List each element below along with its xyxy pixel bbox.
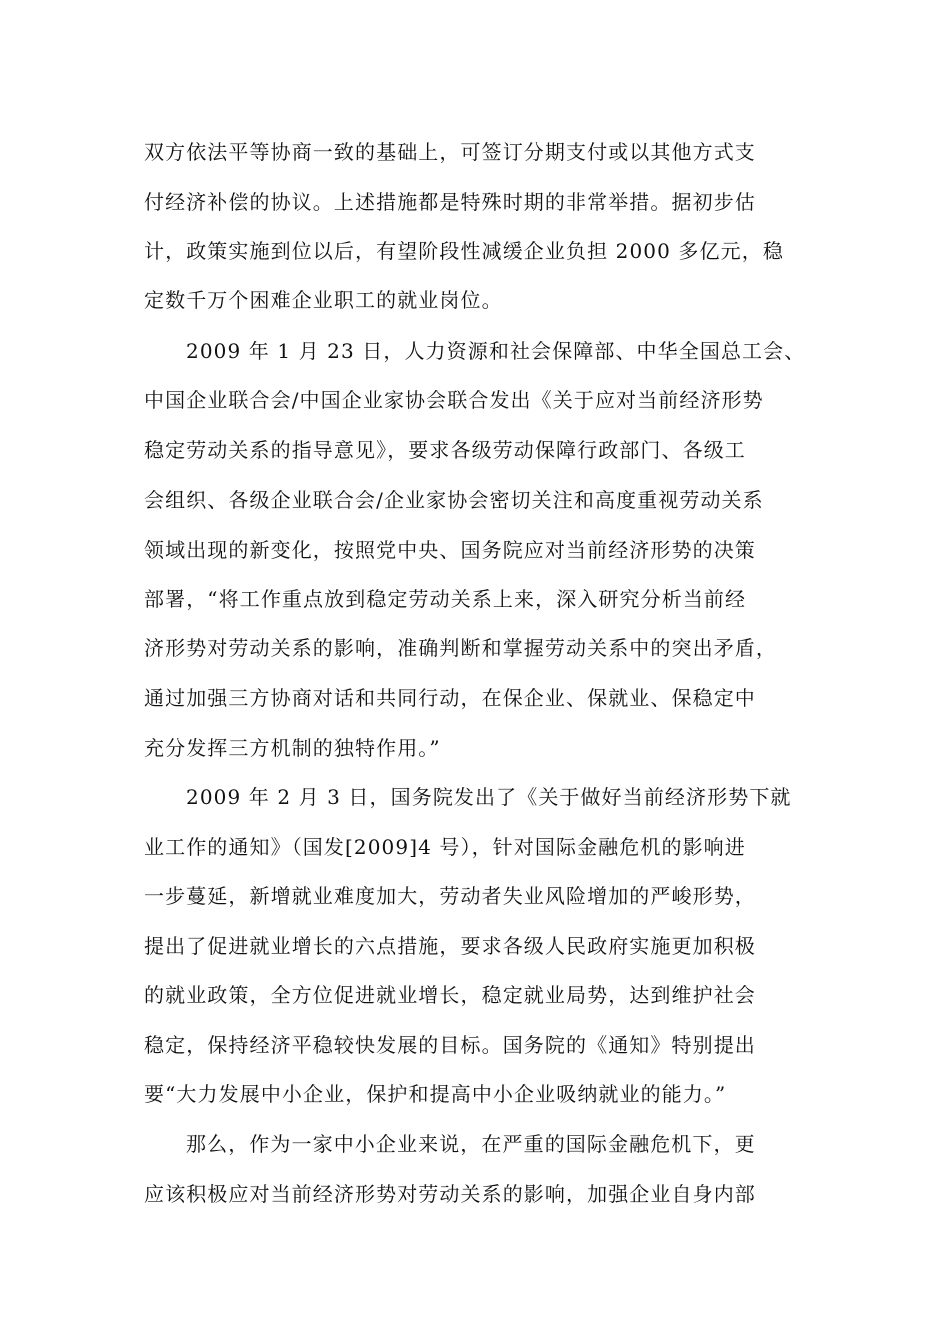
text-line: 的就业政策，全方位促进就业增长，稳定就业局势，达到维护社会	[144, 983, 756, 1007]
text-line: 要“大力发展中小企业，保护和提高中小企业吸纳就业的能力。”	[144, 1082, 727, 1106]
text-line: 中国企业联合会/中国企业家协会联合发出《关于应对当前经济形势	[144, 388, 764, 412]
paragraph-first-line: 那么，作为一家中小企业来说，在严重的国际金融危机下，更	[186, 1132, 756, 1156]
text-line: 领域出现的新变化，按照党中央、国务院应对当前经济形势的决策	[144, 538, 756, 562]
text-line: 稳定，保持经济平稳较快发展的目标。国务院的《通知》特别提出	[144, 1033, 756, 1057]
text-line: 通过加强三方协商对话和共同行动，在保企业、保就业、保稳定中	[144, 686, 756, 710]
text-line: 双方依法平等协商一致的基础上，可签订分期支付或以其他方式支	[144, 140, 756, 164]
paragraph-first-line: 2009 年 2 月 3 日，国务院发出了《关于做好当前经济形势下就	[186, 785, 792, 809]
text-line: 定数千万个困难企业职工的就业岗位。	[144, 288, 503, 312]
text-line: 业工作的通知》（国发[2009]4 号），针对国际金融危机的影响进	[144, 835, 746, 859]
text-line: 计，政策实施到位以后，有望阶段性减缓企业负担 2000 多亿元，稳	[144, 239, 784, 263]
text-line: 充分发挥三方机制的独特作用。”	[144, 736, 441, 760]
text-line: 部署，“将工作重点放到稳定劳动关系上来，深入研究分析当前经	[144, 587, 747, 611]
text-line: 付经济补偿的协议。上述措施都是特殊时期的非常举措。据初步估	[144, 190, 756, 214]
text-line: 应该积极应对当前经济形势对劳动关系的影响，加强企业自身内部	[144, 1182, 756, 1206]
text-line: 济形势对劳动关系的影响，准确判断和掌握劳动关系中的突出矛盾，	[144, 636, 777, 660]
text-line: 提出了促进就业增长的六点措施，要求各级人民政府实施更加积极	[144, 934, 756, 958]
paragraph-first-line: 2009 年 1 月 23 日，人力资源和社会保障部、中华全国总工会、	[186, 339, 806, 363]
text-line: 会组织、各级企业联合会/企业家协会密切关注和高度重视劳动关系	[144, 488, 764, 512]
text-line: 一步蔓延，新增就业难度加大，劳动者失业风险增加的严峻形势，	[144, 884, 756, 908]
text-line: 稳定劳动关系的指导意见》，要求各级劳动保障行政部门、各级工	[144, 438, 746, 462]
